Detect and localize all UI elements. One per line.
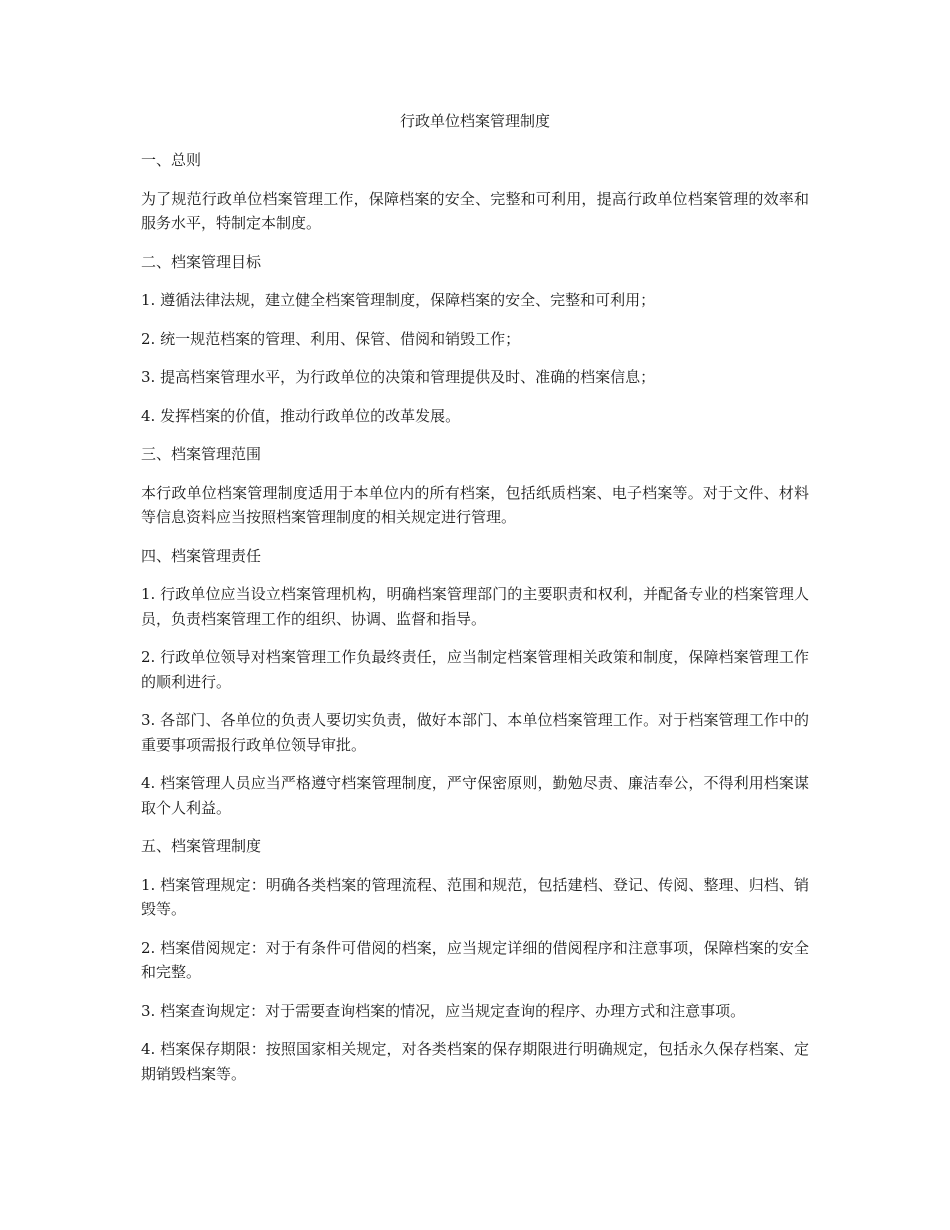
- list-item: 2. 统一规范档案的管理、利用、保管、借阅和销毁工作；: [141, 329, 521, 348]
- paragraph: 本行政单位档案管理制度适用于本单位内的所有档案，包括纸质档案、电子档案等。对于文件、材料等信息资料应当按照档案管理制度的相关规定进行管理。: [141, 483, 809, 526]
- section-heading-general: 一、总则: [141, 151, 202, 169]
- list-item: 2. 档案借阅规定：对于有条件可借阅的档案，应当规定详细的借阅程序和注意事项，保障档案的安全和完整。: [141, 938, 809, 981]
- section-heading-scope: 三、档案管理范围: [141, 445, 262, 463]
- list-item: 4. 档案管理人员应当严格遵守档案管理制度，严守保密原则，勤勉尽责、廉洁奉公，不得利用档案谋取个人利益。: [141, 774, 809, 817]
- list-item: 3. 提高档案管理水平，为行政单位的决策和管理提供及时、准确的档案信息；: [141, 368, 656, 386]
- document-title: 行政单位档案管理制度: [399, 112, 550, 130]
- list-item: 3. 各部门、各单位的负责人要切实负责，做好本部门、本单位档案管理工作。对于档案管理工作中的重要事项需报行政单位领导审批。: [141, 711, 809, 754]
- list-item: 1. 遵循法律法规，建立健全档案管理制度，保障档案的安全、完整和可利用；: [141, 291, 656, 309]
- section-heading-goals: 二、档案管理目标: [141, 252, 262, 271]
- list-item: 1. 档案管理规定：明确各类档案的管理流程、范围和规范，包括建档、登记、传阅、整理、归档、销毁等。: [141, 875, 809, 918]
- document-page: [141, 108, 809, 1100]
- list-item: 4. 发挥档案的价值，推动行政单位的改革发展。: [141, 406, 461, 425]
- section-heading-responsibility: 四、档案管理责任: [141, 546, 262, 565]
- list-item: 3. 档案查询规定：对于需要查询档案的情况，应当规定查询的程序、办理方式和注意事项。: [141, 1001, 746, 1020]
- list-item: 2. 行政单位领导对档案管理工作负最终责任，应当制定档案管理相关政策和制度，保障档案管理工作的顺利进行。: [141, 648, 809, 691]
- list-item: 1. 行政单位应当设立档案管理机构，明确档案管理部门的主要职责和权利，并配备专业的档案管理人员，负责档案管理工作的组织、协调、监督和指导。: [141, 585, 809, 628]
- section-heading-rules: 五、档案管理制度: [141, 837, 262, 855]
- list-item: 4. 档案保存期限：按照国家相关规定，对各类档案的保存期限进行明确规定，包括永久保存档案、定期销毁档案等。: [141, 1040, 809, 1083]
- paragraph: 为了规范行政单位档案管理工作，保障档案的安全、完整和可利用，提高行政单位档案管理的效率和服务水平，特制定本制度。: [141, 189, 809, 232]
